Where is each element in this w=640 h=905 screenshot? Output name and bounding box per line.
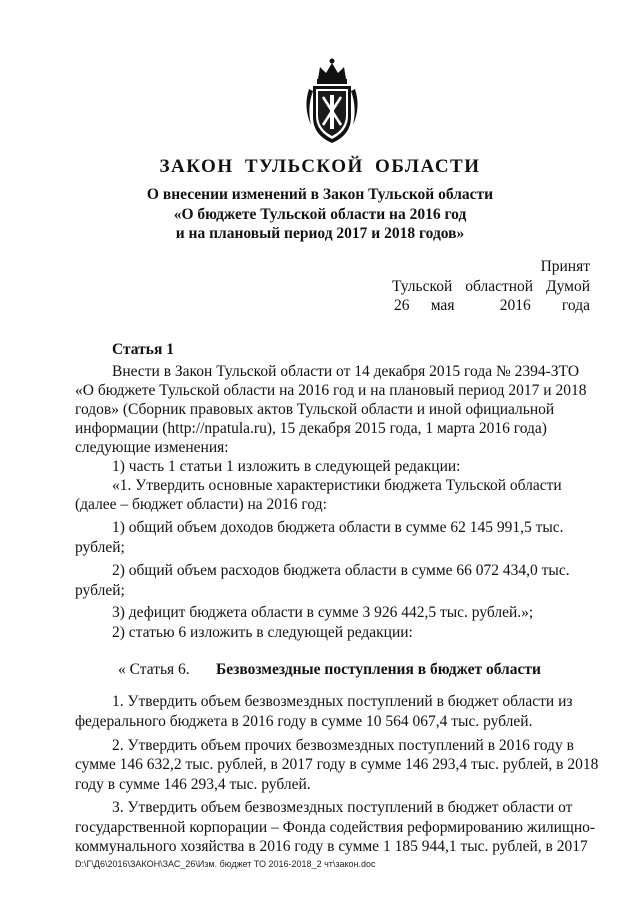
adoption-date: [392, 297, 590, 315]
law-subtitle-line-1: О внесении изменений в Закон Тульской области: [146, 186, 494, 203]
article-6-line: 2. Утвердить объем прочих безвозмездных поступлений в 2016 году в: [112, 737, 574, 754]
article-1-line: рублей;: [75, 539, 125, 556]
article-1-line: рублей;: [75, 582, 125, 599]
law-subtitle-line-2: «О бюджете Тульской области на 2016 год: [173, 206, 467, 223]
article-6-line: 3. Утвердить объем безвозмездных поступлений в бюджет области от: [112, 799, 573, 816]
article-1-line: 1) часть 1 статьи 1 изложить в следующей редакции:: [112, 458, 461, 475]
footer-file-path: D:\Г\Д6\2016\ЗАКОН\ЗАС_26\Изм. бюджет ТО 2016-2018_2 чт\закон.doc: [75, 859, 376, 869]
article-1-line: (далее – бюджет области) на 2016 год:: [75, 496, 327, 513]
article-1-line: 2) общий объем расходов бюджета области в сумме 66 072 434,0 тыс.: [112, 562, 570, 579]
article-1-line: «О бюджете Тульской области на 2016 год и на плановый период 2017 и 2018: [75, 382, 587, 399]
article-1-line: следующие изменения:: [75, 439, 229, 456]
adopted-by: [392, 278, 590, 296]
adoption-date-word: 2016: [499, 297, 531, 314]
article-1-line: Внести в Закон Тульской области от 14 декабря 2015 года № 2394-ЗТО: [112, 363, 580, 380]
coat-of-arms-emblem-icon: [301, 55, 363, 147]
article-1-heading: Статья 1: [112, 341, 174, 358]
article-6-heading: [118, 661, 541, 679]
adoption-date-word: года: [561, 297, 590, 314]
adoption-date-word: 26: [394, 297, 410, 314]
article-6-number: « Статья 6.: [118, 661, 190, 678]
adoption-date-word: мая: [430, 297, 455, 314]
law-subtitle-line-3: и на плановый период 2017 и 2018 годов»: [175, 225, 465, 242]
article-1-line: 1) общий объем доходов бюджета области в сумме 62 145 991,5 тыс.: [112, 519, 564, 536]
article-6-line: коммунального хозяйства в 2016 году в сумме 1 185 944,1 тыс. рублей, в 2017: [75, 838, 588, 855]
article-6-line: году в сумме 146 293,4 тыс. рублей.: [75, 776, 311, 793]
article-1-line: «1. Утвердить основные характеристики бюджета Тульской области: [112, 477, 562, 494]
article-6-line: государственной корпорации – Фонда содействия реформированию жилищно-: [75, 819, 596, 836]
article-1-line: 2) статью 6 изложить в следующей редакции:: [112, 624, 413, 641]
adopted-by-word: областной: [465, 278, 534, 295]
law-title: ЗАКОН ТУЛЬСКОЙ ОБЛАСТИ: [159, 156, 481, 177]
adopted-by-word: Тульской: [392, 278, 453, 295]
article-6-line: федерального бюджета в 2016 году в сумме 10 564 067,4 тыс. рублей.: [75, 713, 533, 730]
adopted-by-word: Думой: [546, 278, 590, 295]
article-6-line: сумме 146 632,2 тыс. рублей, в 2017 году в сумме 146 293,4 тыс. рублей, в 2018: [75, 756, 599, 773]
article-6-title: Безвозмездные поступления в бюджет области: [216, 661, 541, 678]
article-1-line: годов» (Сборник правовых актов Тульской области и иной официальной: [75, 401, 555, 418]
article-6-line: 1. Утвердить объем безвозмездных поступлений в бюджет области из: [112, 693, 573, 710]
article-1-line: информации (http://npatula.ru), 15 декабря 2015 года, 1 марта 2016 года): [75, 420, 547, 437]
article-1-line: 3) дефицит бюджета области в сумме 3 926 442,5 тыс. рублей.»;: [112, 604, 534, 621]
adopted-label: Принят: [540, 258, 590, 275]
